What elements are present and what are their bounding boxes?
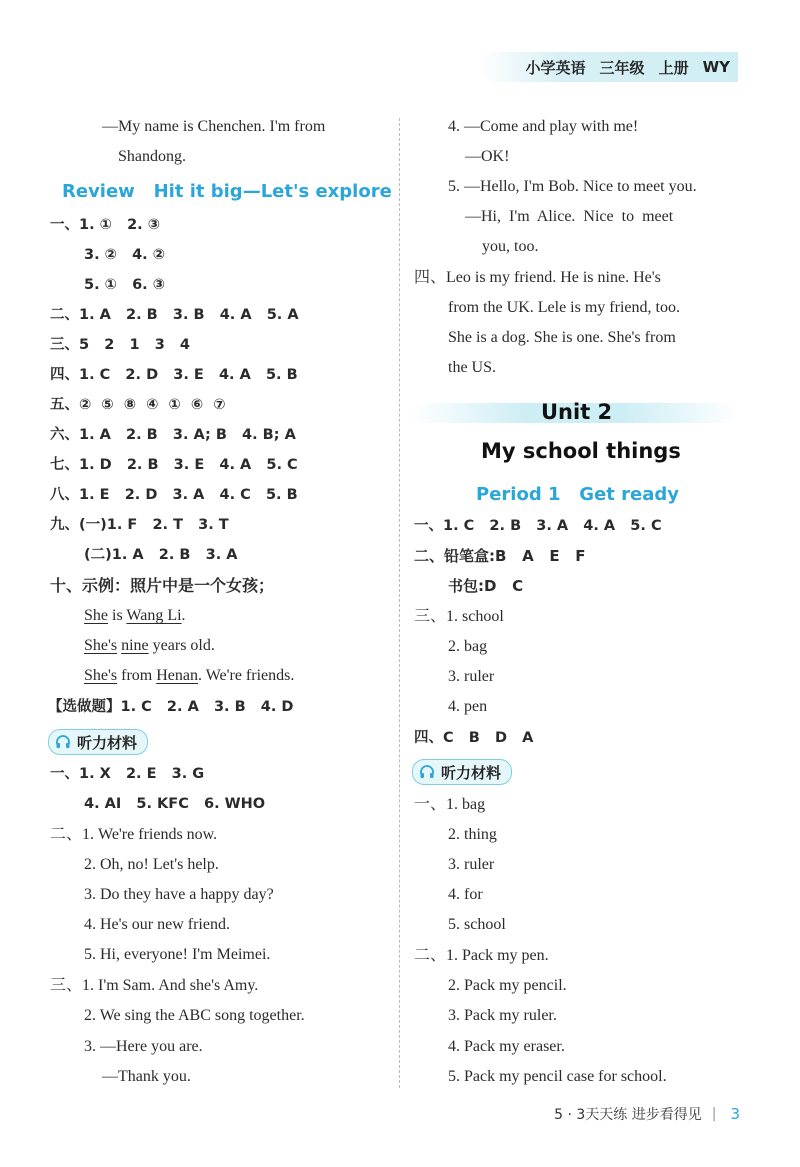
answer-line: She is a dog. She is one. She's from <box>448 329 676 346</box>
transcript-line: 3. ruler <box>448 856 495 873</box>
transcript-line: 一、1. bag <box>414 796 486 813</box>
review-title: Review Hit it big—Let's explore <box>62 181 392 202</box>
answer-line: 八、1. E 2. D 3. A 4. C 5. B <box>50 487 298 503</box>
transcript-line: 2. Oh, no! Let's help. <box>84 856 219 873</box>
transcript-line: 3. Do they have a happy day? <box>84 886 274 903</box>
answer-line: 5. —Hello, I'm Bob. Nice to meet you. <box>448 178 697 195</box>
answer-line: you, too. <box>482 238 539 255</box>
sample-sentence: She is Wang Li. <box>84 607 186 624</box>
page-number: 3 <box>730 1105 740 1123</box>
answer-line: the US. <box>448 359 496 376</box>
header-volume: 上册 <box>658 58 689 77</box>
answer-line: 四、Leo is my friend. He is nine. He's <box>414 269 661 286</box>
unit-title: Unit 2 <box>541 400 613 424</box>
answer-line: 3. ② 4. ② <box>84 247 165 263</box>
sample-sentence: She's nine years old. <box>84 637 215 654</box>
transcript-line: 3. Pack my ruler. <box>448 1007 557 1024</box>
transcript-line: 5. Pack my pencil case for school. <box>448 1068 667 1085</box>
transcript-line: 二、1. Pack my pen. <box>414 947 549 964</box>
transcript-line: 二、1. We're friends now. <box>50 826 218 843</box>
answer-line: 2. bag <box>448 638 488 655</box>
transcript-line: 4. for <box>448 886 483 903</box>
answer-line: 三、1. school <box>414 608 504 625</box>
footer-brand: 5 · 3天天练 进步看得见 <box>554 1107 702 1123</box>
transcript-line: 三、1. I'm Sam. And she's Amy. <box>50 977 259 994</box>
answer-line: —Hi, I'm Alice. Nice to meet <box>465 208 674 225</box>
answer-line: 四、C B D A <box>414 730 534 746</box>
transcript-line: 5. Hi, everyone! I'm Meimei. <box>84 946 271 963</box>
answer-line: 一、1. X 2. E 3. G <box>50 766 205 782</box>
answer-line: 九、(一)1. F 2. T 3. T <box>50 517 229 533</box>
answer-line: 三、5 2 1 3 4 <box>50 337 191 353</box>
sample-sentence: She's from Henan. We're friends. <box>84 667 295 684</box>
column-divider <box>399 118 400 1088</box>
answer-line: 六、1. A 2. B 3. A; B 4. B; A <box>50 427 296 443</box>
transcript-line: 2. thing <box>448 826 497 843</box>
answer-line: 书包:D C <box>448 577 524 595</box>
answer-line: 二、铅笔盒:B A E F <box>414 547 586 565</box>
answer-line: 五、② ⑤ ⑧ ④ ① ⑥ ⑦ <box>50 397 226 413</box>
answer-line: 4. AI 5. KFC 6. WHO <box>84 796 266 812</box>
headphones-icon <box>55 734 71 750</box>
listening-material-label: 听力材料 <box>412 759 512 785</box>
answer-line: 十、示例：照片中是一个女孩； <box>50 576 275 595</box>
answer-line: 七、1. D 2. B 3. E 4. A 5. C <box>50 457 298 473</box>
header-grade: 三年级 <box>599 58 645 77</box>
period-title: Period 1 Get ready <box>476 484 679 505</box>
answer-line: 3. ruler <box>448 668 495 685</box>
answer-line: Shandong. <box>118 148 186 165</box>
headphones-icon <box>419 764 435 780</box>
answer-line: 5. ① 6. ③ <box>84 277 165 293</box>
footer-separator: | <box>711 1106 717 1122</box>
answer-line: 四、1. C 2. D 3. E 4. A 5. B <box>50 367 298 383</box>
transcript-line: 3. —Here you are. <box>84 1038 203 1055</box>
transcript-line: —Thank you. <box>102 1068 191 1085</box>
answer-line: (二)1. A 2. B 3. A <box>84 547 238 563</box>
header-edition: WY <box>702 58 730 76</box>
listening-material-label: 听力材料 <box>48 729 148 755</box>
transcript-line: 4. Pack my eraser. <box>448 1038 565 1055</box>
transcript-line: 5. school <box>448 916 506 933</box>
answer-line: —OK! <box>465 148 510 165</box>
unit-subtitle: My school things <box>481 439 681 463</box>
transcript-line: 4. He's our new friend. <box>84 916 230 933</box>
answer-line: 4. —Come and play with me! <box>448 118 639 135</box>
answer-line: 4. pen <box>448 698 488 715</box>
answer-line: 二、1. A 2. B 3. B 4. A 5. A <box>50 307 299 323</box>
answer-line: 一、1. C 2. B 3. A 4. A 5. C <box>414 518 662 534</box>
transcript-line: 2. Pack my pencil. <box>448 977 567 994</box>
header-subject: 小学英语 <box>525 58 586 77</box>
transcript-line: 2. We sing the ABC song together. <box>84 1007 305 1024</box>
answer-line: 【选做题】1. C 2. A 3. B 4. D <box>48 699 294 715</box>
answer-line: 一、1. ① 2. ③ <box>50 217 160 233</box>
header-badge <box>480 52 738 82</box>
answer-line: from the UK. Lele is my friend, too. <box>448 299 680 316</box>
answer-line: —My name is Chenchen. I'm from <box>102 118 326 135</box>
page-footer <box>554 1104 740 1124</box>
